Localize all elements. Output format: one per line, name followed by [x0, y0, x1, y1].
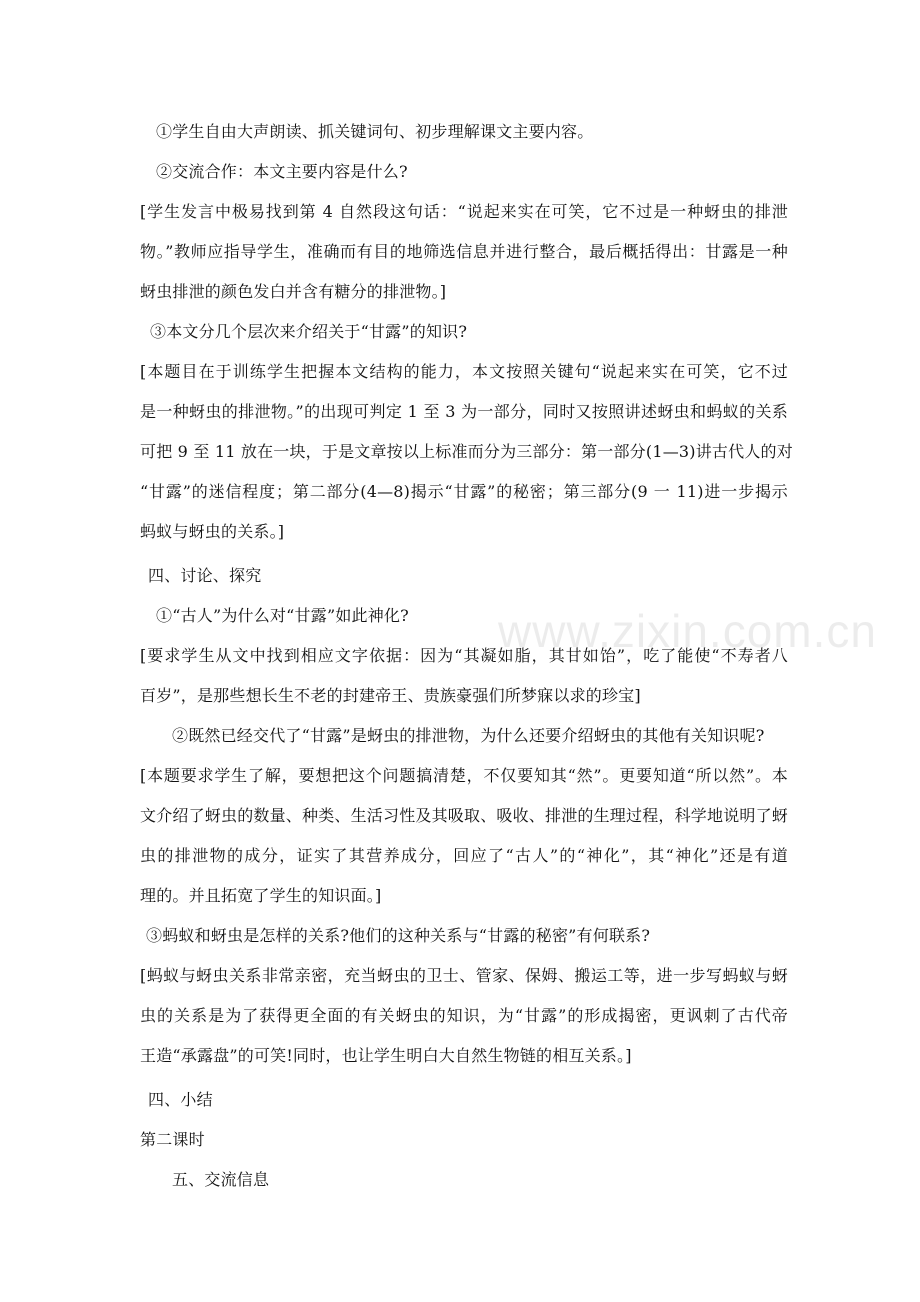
discussion-answer-3-line-3: 王造“承露盘”的可笑!同时，也让学生明白大自然生物链的相互关系。] — [140, 1046, 632, 1065]
discussion-answer-1-line-1: [要求学生从文中找到相应文字依据：因为“其凝如脂，其甘如饴”，吃了能使“不寿者八 — [140, 646, 788, 665]
answer-3-line-4: “甘露”的迷信程度；第二部分(4—8)揭示“甘露”的秘密；第三部分(9 一 11)进一步揭示 — [140, 482, 788, 501]
answer-2-line-3: 蚜虫排泄的颜色发白并含有糖分的排泄物。] — [140, 282, 447, 301]
discussion-answer-2-line-3: 虫的排泄物的成分，证实了其营养成分，回应了“古人”的“神化”，其“神化”还是有道 — [140, 846, 788, 865]
discussion-answer-3-line-1: [蚂蚁与蚜虫关系非常亲密，充当蚜虫的卫士、管家、保姆、搬运工等，进一步写蚂蚁与蚜 — [140, 966, 788, 985]
discussion-question-1: ①“古人”为什么对“甘露”如此神化? — [156, 606, 409, 625]
watermark: www.zixin.com.cn — [498, 605, 877, 657]
step-1-read: ①学生自由大声朗读、抓关键词句、初步理解课文主要内容。 — [156, 122, 594, 141]
section-discussion-heading: 四、讨论、探究 — [148, 566, 262, 585]
step-2-question: ②交流合作：本文主要内容是什么? — [156, 162, 408, 181]
answer-3-line-5: 蚂蚁与蚜虫的关系。] — [140, 522, 285, 541]
section-exchange-heading: 五、交流信息 — [172, 1170, 270, 1189]
discussion-answer-1-line-2: 百岁”，是那些想长生不老的封建帝王、贵族豪强们所梦寐以求的珍宝] — [140, 686, 641, 705]
step-3-question: ③本文分几个层次来介绍关于“甘露”的知识? — [150, 322, 468, 341]
answer-2-line-1: [学生发言中极易找到第 4 自然段这句话：“说起来实在可笑，它不过是一种蚜虫的排泄 — [140, 202, 788, 221]
discussion-question-2: ②既然已经交代了“甘露”是蚜虫的排泄物，为什么还要介绍蚜虫的其他有关知识呢? — [172, 726, 765, 745]
section-summary-heading: 四、小结 — [148, 1090, 213, 1109]
discussion-answer-2-line-1: [本题要求学生了解，要想把这个问题搞清楚，不仅要知其“然”。更要知道“所以然”。本 — [140, 766, 788, 785]
second-lesson-heading: 第二课时 — [140, 1130, 205, 1149]
answer-2-line-2: 物。”教师应指导学生，准确而有目的地筛选信息并进行整合，最后概括得出：甘露是一种 — [140, 242, 788, 261]
discussion-question-3: ③蚂蚁和蚜虫是怎样的关系?他们的这种关系与“甘露的秘密”有何联系? — [146, 926, 651, 945]
answer-3-line-2: 是一种蚜虫的排泄物。”的出现可判定 1 至 3 为一部分，同时又按照讲述蚜虫和蚂蚁的关系 — [140, 402, 788, 421]
discussion-answer-2-line-4: 理的。并且拓宽了学生的知识面。] — [140, 886, 382, 905]
answer-3-line-3: 可把 9 至 11 放在一块，于是文章按以上标准而分为三部分：第一部分(1—3)讲古代人的对 — [140, 442, 793, 461]
discussion-answer-3-line-2: 虫的关系是为了获得更全面的有关蚜虫的知识，为“甘露”的形成揭密，更讽刺了古代帝 — [140, 1006, 788, 1025]
discussion-answer-2-line-2: 文介绍了蚜虫的数量、种类、生活习性及其吸取、吸收、排泄的生理过程，科学地说明了蚜 — [140, 806, 789, 825]
answer-3-line-1: [本题目在于训练学生把握本文结构的能力，本文按照关键句“说起来实在可笑，它不过 — [140, 362, 788, 381]
